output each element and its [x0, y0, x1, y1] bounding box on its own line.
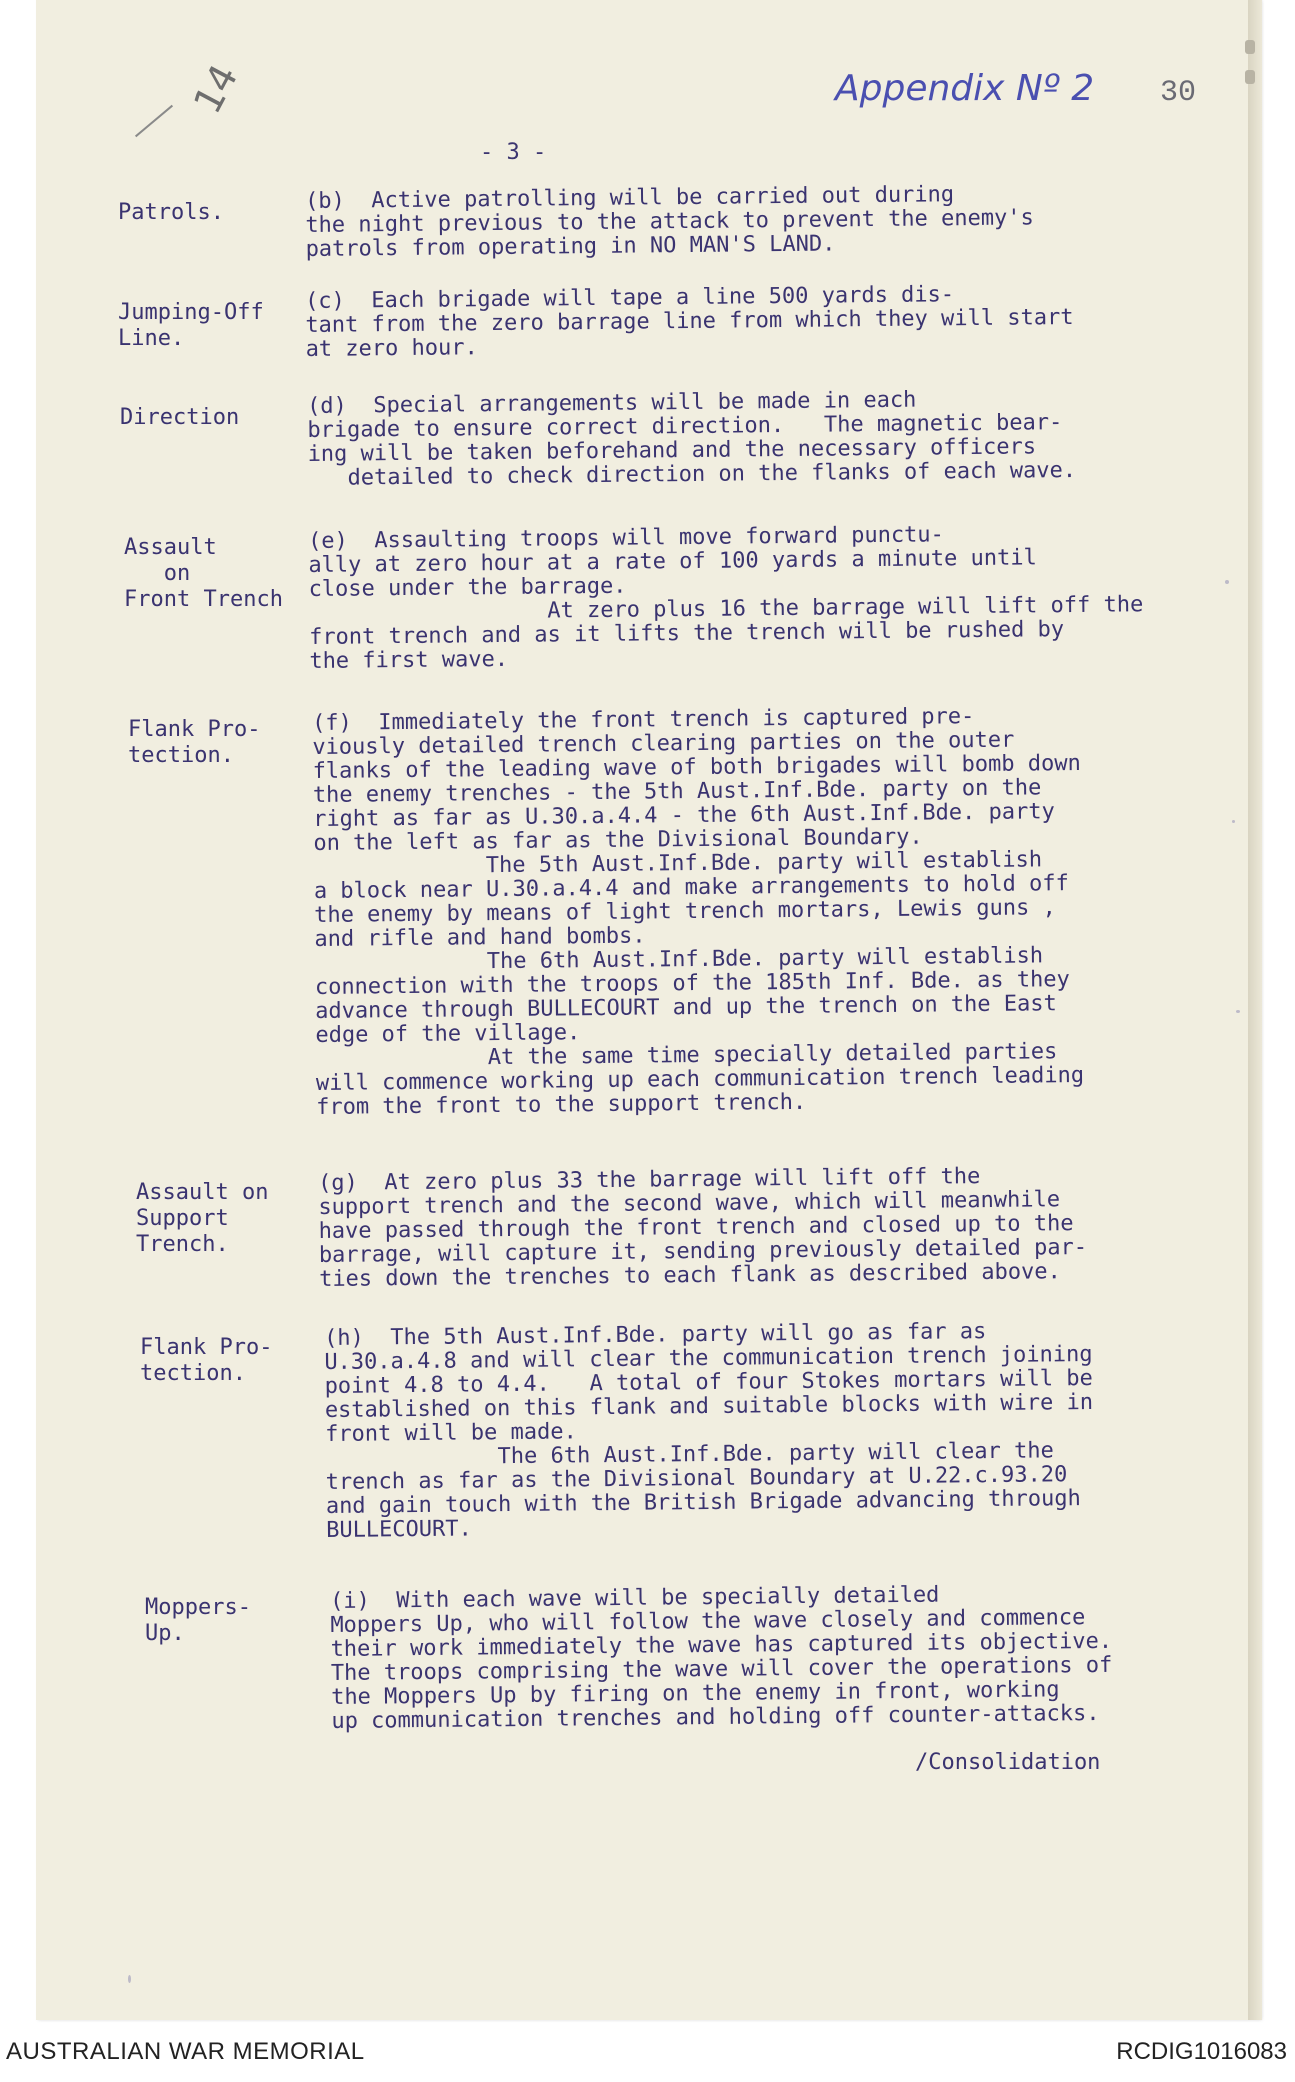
continuation-catchword: /Consolidation [915, 1750, 1101, 1775]
section-label-moppers-up: Moppers- Up. [145, 1595, 251, 1646]
section-label-jumping-off-line: Jumping-Off Line. [118, 300, 264, 351]
page-edge [1248, 0, 1262, 2020]
section-label-flank-protection-2: Flank Pro- tection. [140, 1335, 273, 1386]
section-label-patrols: Patrols. [118, 200, 224, 225]
paper-speck [1225, 580, 1229, 584]
paper-speck [128, 1975, 131, 1983]
pencil-number: 14 [185, 57, 247, 121]
page-number: - 3 - [480, 140, 547, 165]
section-label-assault-front-trench: Assault on Front Trench [124, 535, 283, 612]
section-text-flank-protection-1: (f) Immediately the front trench is captured pre- viously detailed trench clearing parties on the outer flanks of the leading wave of both brigades will bomb down the enemy trenches - the 5th Aust.Inf.Bde. party on the right as far as U.30.a.4.4 - the 6th Aust.Inf.Bde. party on the left as far as the Divisional Boundary. The 5th Aust.Inf.Bde. party will establish a block near U.30.a.4.4 and make arrangements to hold off the enemy by means of light trench mortars, Lewis guns , and rifle and hand bombs. The 6th Aust.Inf.Bde. party will establish connection with the troops of the 185th Inf. Bde. as they advance through BULLECOURT and up the trench on the East edge of the village. At the same time specially detailed parties will commence working up each communication trench leading from the front to the support trench. [311, 704, 1085, 1120]
paper-speck [1232, 820, 1235, 823]
section-text-direction: (d) Special arrangements will be made in each brigade to ensure correct direction. The magnetic bear- ing will be taken beforehand and the necessary officers detailed to check direction on the flanks of each wave. [306, 387, 1077, 491]
paper-speck [1236, 1010, 1240, 1013]
footer-institution: AUSTRALIAN WAR MEMORIAL [6, 2038, 365, 2065]
section-text-flank-protection-2: (h) The 5th Aust.Inf.Bde. party will go as far as U.30.a.4.8 and will clear the communication trench joining point 4.8 to 4.4. A total of four Stokes mortars will be established on this flank and suitable blocks with wire in front will be made. The 6th Aust.Inf.Bde. party will clear the trench as far as the Divisional Boundary at U.22.c.93.20 and gain touch with the British Brigade advancing through BULLECOURT. [323, 1319, 1094, 1543]
punch-hole [1245, 40, 1255, 54]
section-text-assault-front-trench: (e) Assaulting troops will move forward punctu- ally at zero hour at a rate of 100 yards a minute until close under the barrage. At zero plus 16 the barrage will lift off the front trench and as it lifts the trench will be rushed by the first wave. [307, 522, 1144, 674]
appendix-annotation: Appendix Nº 2 [835, 68, 1095, 109]
section-label-direction: Direction [120, 405, 240, 430]
section-text-assault-support-trench: (g) At zero plus 33 the barrage will lift off the support trench and the second wave, which will meanwhile have passed through the front trench and closed up to the barrage, will capture it, sending previously detailed par- ties down the trenches to each flank as described above. [317, 1164, 1088, 1292]
section-label-flank-protection-1: Flank Pro- tection. [128, 717, 261, 768]
section-text-moppers-up: (i) With each wave will be specially detailed Moppers Up, who will follow the wave closely and commence their work immediately the wave has captured its objective. The troops comprising the wave will cover the operations of the Moppers Up by firing on the enemy in front, working up communication trenches and holding off counter-attacks. [329, 1582, 1113, 1734]
folio-number: 30 [1160, 76, 1197, 110]
section-label-assault-support-trench: Assault on Support Trench. [136, 1180, 269, 1257]
punch-hole [1245, 70, 1255, 84]
section-text-jumping-off-line: (c) Each brigade will tape a line 500 yards dis- tant from the zero barrage line from which they will start at zero hour. [304, 282, 1074, 362]
footer-record-id: RCDIG1016083 [1116, 2038, 1287, 2065]
section-text-patrols: (b) Active patrolling will be carried out during the night previous to the attack to prevent the enemy's patrols from operating in NO MAN'S LAND. [304, 182, 1034, 262]
